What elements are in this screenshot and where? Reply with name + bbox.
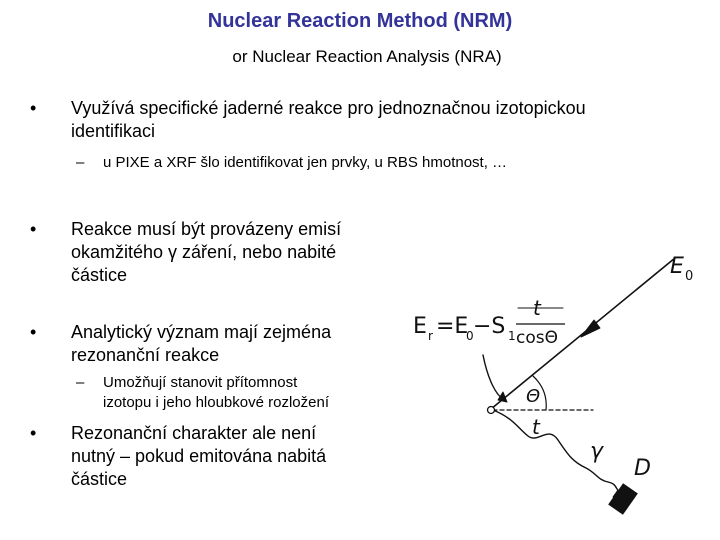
detector-icon xyxy=(608,483,638,515)
bullet-marker: • xyxy=(30,219,37,239)
sub-bullet-item xyxy=(76,153,636,175)
formula-0-sub: 0 xyxy=(466,329,474,343)
formula-r-sub: r xyxy=(428,329,433,343)
slide-title: Nuclear Reaction Method (NRM) xyxy=(207,10,513,32)
sub-bullet-item xyxy=(76,373,386,415)
sub-bullet-line: izotopu i jeho hloubkové rozložení xyxy=(103,394,329,411)
sub-bullet-marker: – xyxy=(76,374,85,391)
label-E0-sub: 0 xyxy=(685,269,694,284)
bullet-line: Analytický význam mají zejména xyxy=(71,322,332,342)
bullet-item xyxy=(30,422,400,494)
formula-fraction-den: cosΘ xyxy=(516,328,558,348)
formula-1-sub: 1 xyxy=(508,329,516,343)
label-D: D xyxy=(634,456,651,481)
nuclear-reaction-diagram xyxy=(408,240,705,525)
sub-bullet-text: u PIXE a XRF šlo identifikovat jen prvky, u RBS hmotnost, … xyxy=(103,154,508,171)
formula-minus-S: −S xyxy=(473,314,506,339)
sub-bullet-line: Umožňují stanovit přítomnost xyxy=(103,374,298,391)
bullet-line: identifikaci xyxy=(71,121,156,141)
bullet-line: Rezonanční charakter ale není xyxy=(71,423,317,443)
bullet-line: částice xyxy=(71,469,128,489)
curved-pointer-arrow xyxy=(483,355,504,400)
bullet-marker: • xyxy=(30,98,37,118)
label-gamma: γ xyxy=(590,439,604,464)
formula-eq-E: =E xyxy=(436,314,469,339)
formula-E: E xyxy=(413,314,427,339)
sub-bullet-text xyxy=(103,373,329,413)
label-t: t xyxy=(532,415,540,439)
slide-subtitle: or Nuclear Reaction Analysis (NRA) xyxy=(232,47,502,66)
bullet-line: nutný – pokud emitována nabitá xyxy=(71,446,327,466)
reaction-point xyxy=(488,407,495,414)
bullet-line: Využívá specifické jaderné reakce pro jednoznačnou izotopickou xyxy=(71,98,586,118)
bullet-item xyxy=(30,97,670,147)
bullet-text xyxy=(71,422,326,491)
bullet-line: částice xyxy=(71,265,128,285)
label-E0: E xyxy=(670,254,684,279)
bullet-text xyxy=(71,321,331,367)
label-theta: Θ xyxy=(526,386,541,407)
bullet-text xyxy=(71,218,341,287)
bullet-marker: • xyxy=(30,322,37,342)
bullet-line: rezonanční reakce xyxy=(71,345,220,365)
bullet-line: okamžitého γ záření, nebo nabité xyxy=(71,242,337,262)
bullet-item xyxy=(30,218,400,290)
bullet-item xyxy=(30,321,400,369)
sub-bullet-marker: – xyxy=(76,154,85,171)
formula-fraction-num: t xyxy=(533,296,541,320)
bullet-marker: • xyxy=(30,423,37,443)
bullet-text xyxy=(71,97,586,143)
bullet-line: Reakce musí být provázeny emisí xyxy=(71,219,342,239)
